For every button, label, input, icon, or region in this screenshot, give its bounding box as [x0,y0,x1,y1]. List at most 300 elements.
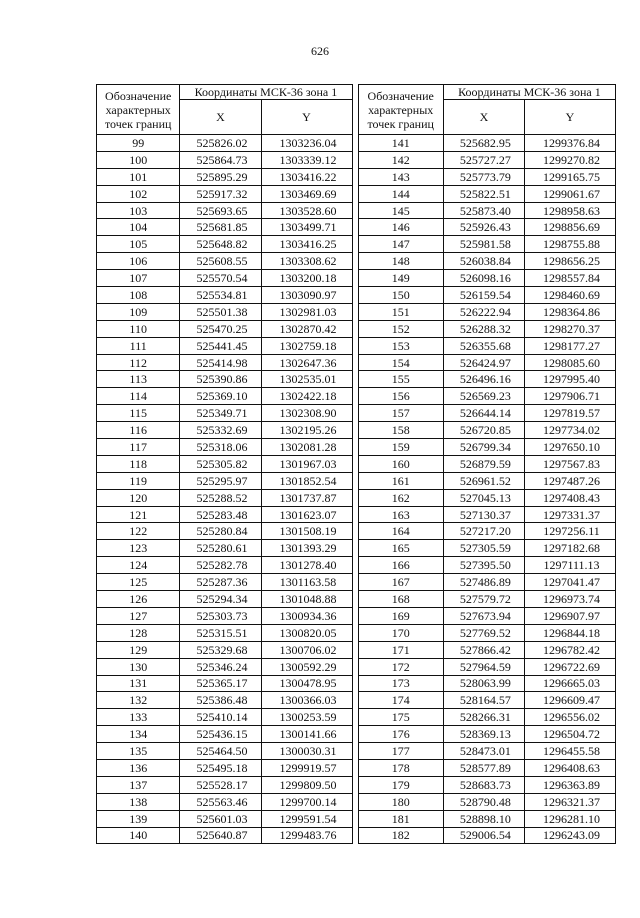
x-cell: 525981.58 [443,236,524,253]
table-row [97,658,353,675]
point-id-cell: 119 [97,472,180,489]
point-id-cell: 165 [358,540,443,557]
table-row [358,709,615,726]
y-cell: 1296243.09 [524,827,615,844]
table-row [97,557,353,574]
y-cell: 1297331.37 [524,506,615,523]
x-cell: 527866.42 [443,641,524,658]
x-cell: 525826.02 [180,135,261,152]
point-id-cell: 114 [97,388,180,405]
table-body-left [97,135,353,844]
table-row [358,135,615,152]
point-id-cell: 140 [97,827,180,844]
point-id-cell: 111 [97,337,180,354]
x-cell: 525682.95 [443,135,524,152]
table-row [97,185,353,202]
x-cell: 525287.36 [180,574,261,591]
table-row [358,591,615,608]
point-id-cell: 162 [358,489,443,506]
table-row [358,506,615,523]
x-cell: 525282.78 [180,557,261,574]
table-row [358,658,615,675]
point-id-cell: 134 [97,726,180,743]
x-cell: 529006.54 [443,827,524,844]
point-id-cell: 128 [97,624,180,641]
x-cell: 528898.10 [443,810,524,827]
table-row [358,641,615,658]
table-row [358,354,615,371]
x-cell: 525601.03 [180,810,261,827]
y-cell: 1299591.54 [261,810,352,827]
table-row [97,709,353,726]
x-cell: 525495.18 [180,759,261,776]
y-cell: 1301508.19 [261,523,352,540]
table-row [97,405,353,422]
point-id-cell: 171 [358,641,443,658]
y-cell: 1301737.87 [261,489,352,506]
y-cell: 1302422.18 [261,388,352,405]
x-cell: 525563.46 [180,793,261,810]
y-cell: 1299165.75 [524,168,615,185]
table-row [358,168,615,185]
x-cell: 525873.40 [443,202,524,219]
point-id-cell: 105 [97,236,180,253]
table-row [97,422,353,439]
y-cell: 1303308.62 [261,253,352,270]
x-cell: 526496.16 [443,371,524,388]
y-cell: 1299061.67 [524,185,615,202]
x-cell: 525436.15 [180,726,261,743]
y-cell: 1301163.58 [261,574,352,591]
y-cell: 1303469.69 [261,185,352,202]
point-id-cell: 181 [358,810,443,827]
x-cell: 525365.17 [180,675,261,692]
x-cell: 525470.25 [180,320,261,337]
x-cell: 525410.14 [180,709,261,726]
table-row [97,624,353,641]
x-cell: 527964.59 [443,658,524,675]
y-cell: 1298270.37 [524,320,615,337]
table-row [97,726,353,743]
y-cell: 1298958.63 [524,202,615,219]
x-cell: 525773.79 [443,168,524,185]
y-cell: 1300934.36 [261,607,352,624]
point-id-cell: 175 [358,709,443,726]
x-cell: 525681.85 [180,219,261,236]
x-cell: 525441.45 [180,337,261,354]
x-header: X [443,100,524,135]
point-id-cell: 101 [97,168,180,185]
x-cell: 528790.48 [443,793,524,810]
table-row [97,287,353,304]
x-cell: 525414.98 [180,354,261,371]
x-cell: 525295.97 [180,472,261,489]
y-cell: 1303416.22 [261,168,352,185]
table-row [358,287,615,304]
x-cell: 525608.55 [180,253,261,270]
point-id-cell: 108 [97,287,180,304]
x-cell: 525280.61 [180,540,261,557]
x-cell: 528369.13 [443,726,524,743]
point-id-cell: 177 [358,743,443,760]
x-cell: 527045.13 [443,489,524,506]
table-row [97,455,353,472]
point-id-cell: 178 [358,759,443,776]
table-row [97,793,353,810]
point-id-cell: 135 [97,743,180,760]
table-row [358,810,615,827]
y-cell: 1296665.03 [524,675,615,692]
y-cell: 1302870.42 [261,320,352,337]
point-id-cell: 157 [358,405,443,422]
y-cell: 1296455.58 [524,743,615,760]
point-id-cell: 110 [97,320,180,337]
table-row [97,253,353,270]
x-cell: 525926.43 [443,219,524,236]
point-id-cell: 169 [358,607,443,624]
table-row [358,523,615,540]
table-row [97,810,353,827]
x-cell: 526098.16 [443,270,524,287]
point-id-cell: 170 [358,624,443,641]
x-cell: 525332.69 [180,422,261,439]
x-cell: 525528.17 [180,776,261,793]
table-row [358,607,615,624]
y-cell: 1298364.86 [524,303,615,320]
table-row [97,371,353,388]
point-id-cell: 118 [97,455,180,472]
table-row [358,219,615,236]
y-cell: 1303528.60 [261,202,352,219]
y-cell: 1296782.42 [524,641,615,658]
point-id-cell: 136 [97,759,180,776]
point-id-cell: 173 [358,675,443,692]
x-cell: 527579.72 [443,591,524,608]
y-cell: 1300706.02 [261,641,352,658]
point-id-cell: 130 [97,658,180,675]
y-cell: 1298856.69 [524,219,615,236]
y-cell: 1297111.13 [524,557,615,574]
table-row [358,236,615,253]
y-cell: 1300030.31 [261,743,352,760]
y-cell: 1297182.68 [524,540,615,557]
point-id-cell: 138 [97,793,180,810]
coords-header: Координаты МСК-36 зона 1 [180,85,352,100]
y-cell: 1302308.90 [261,405,352,422]
x-cell: 526222.94 [443,303,524,320]
point-id-cell: 109 [97,303,180,320]
table-row [358,489,615,506]
table-row [97,202,353,219]
y-cell: 1296363.89 [524,776,615,793]
point-id-cell: 151 [358,303,443,320]
x-cell: 528164.57 [443,692,524,709]
x-cell: 525917.32 [180,185,261,202]
point-id-cell: 148 [358,253,443,270]
point-id-cell: 125 [97,574,180,591]
y-cell: 1303236.04 [261,135,352,152]
y-cell: 1300592.29 [261,658,352,675]
x-cell: 525864.73 [180,151,261,168]
table-row [97,540,353,557]
table-row [97,320,353,337]
y-cell: 1300141.66 [261,726,352,743]
y-cell: 1301048.88 [261,591,352,608]
table-row [97,607,353,624]
x-cell: 526288.32 [443,320,524,337]
y-cell: 1298177.27 [524,337,615,354]
y-cell: 1302535.01 [261,371,352,388]
x-cell: 525369.10 [180,388,261,405]
point-id-cell: 115 [97,405,180,422]
x-cell: 525390.86 [180,371,261,388]
x-cell: 526355.68 [443,337,524,354]
y-cell: 1299700.14 [261,793,352,810]
table-row [97,776,353,793]
y-cell: 1302081.28 [261,439,352,456]
point-id-cell: 174 [358,692,443,709]
y-cell: 1300366.03 [261,692,352,709]
table-body-right [358,135,615,844]
table-row [97,743,353,760]
point-id-cell: 147 [358,236,443,253]
x-cell: 527217.20 [443,523,524,540]
table-row [358,455,615,472]
x-cell: 528266.31 [443,709,524,726]
x-cell: 528473.01 [443,743,524,760]
x-cell: 526720.85 [443,422,524,439]
table-row [358,253,615,270]
table-row [97,675,353,692]
y-cell: 1296973.74 [524,591,615,608]
point-id-cell: 103 [97,202,180,219]
y-cell: 1302981.03 [261,303,352,320]
y-cell: 1296844.18 [524,624,615,641]
y-cell: 1301393.29 [261,540,352,557]
x-cell: 525349.71 [180,405,261,422]
y-cell: 1298656.25 [524,253,615,270]
table-row [358,759,615,776]
table-row [358,439,615,456]
point-id-cell: 116 [97,422,180,439]
point-id-cell: 155 [358,371,443,388]
x-cell: 525464.50 [180,743,261,760]
point-id-cell: 132 [97,692,180,709]
table-row [358,472,615,489]
table-row [97,506,353,523]
table-row [358,743,615,760]
table-row [97,574,353,591]
x-cell: 525895.29 [180,168,261,185]
point-id-cell: 124 [97,557,180,574]
y-cell: 1296321.37 [524,793,615,810]
point-id-cell: 102 [97,185,180,202]
table-row [97,303,353,320]
table-row [97,523,353,540]
x-cell: 525305.82 [180,455,261,472]
point-id-cell: 129 [97,641,180,658]
x-cell: 525318.06 [180,439,261,456]
y-cell: 1297906.71 [524,388,615,405]
coordinates-tables [96,84,616,844]
point-id-cell: 112 [97,354,180,371]
y-cell: 1303416.25 [261,236,352,253]
x-cell: 526038.84 [443,253,524,270]
table-row [358,202,615,219]
point-id-cell: 120 [97,489,180,506]
y-cell: 1298460.69 [524,287,615,304]
table-row [97,591,353,608]
x-cell: 527769.52 [443,624,524,641]
x-cell: 525534.81 [180,287,261,304]
x-cell: 525283.48 [180,506,261,523]
table-row [358,692,615,709]
y-cell: 1297819.57 [524,405,615,422]
point-id-cell: 154 [358,354,443,371]
x-cell: 525822.51 [443,185,524,202]
y-cell: 1302195.26 [261,422,352,439]
table-row [97,135,353,152]
point-id-cell: 117 [97,439,180,456]
point-id-cell: 106 [97,253,180,270]
y-cell: 1297567.83 [524,455,615,472]
y-cell: 1303499.71 [261,219,352,236]
x-cell: 527305.59 [443,540,524,557]
coordinates-table-left [96,84,353,844]
y-cell: 1297256.11 [524,523,615,540]
table-row [358,151,615,168]
table-row [358,827,615,844]
y-cell: 1299809.50 [261,776,352,793]
table-row [97,219,353,236]
point-id-cell: 182 [358,827,443,844]
x-cell: 525648.82 [180,236,261,253]
point-id-cell: 161 [358,472,443,489]
point-id-cell: 141 [358,135,443,152]
point-id-cell: 176 [358,726,443,743]
y-cell: 1301623.07 [261,506,352,523]
point-id-cell: 152 [358,320,443,337]
x-cell: 525294.34 [180,591,261,608]
table-row [358,540,615,557]
coords-header: Координаты МСК-36 зона 1 [443,85,615,100]
y-cell: 1299376.84 [524,135,615,152]
x-cell: 525280.84 [180,523,261,540]
table-row [97,151,353,168]
y-cell: 1301967.03 [261,455,352,472]
table-row [97,472,353,489]
y-cell: 1297487.26 [524,472,615,489]
table-row [97,759,353,776]
table-row [97,388,353,405]
y-header: Y [261,100,352,135]
x-cell: 527395.50 [443,557,524,574]
y-cell: 1302759.18 [261,337,352,354]
table-row [358,388,615,405]
x-cell: 525386.48 [180,692,261,709]
table-row [97,827,353,844]
x-cell: 526569.23 [443,388,524,405]
table-row [358,675,615,692]
table-row [358,793,615,810]
x-cell: 525570.54 [180,270,261,287]
table-row [97,168,353,185]
table-row [97,236,353,253]
x-cell: 527673.94 [443,607,524,624]
x-cell: 528577.89 [443,759,524,776]
y-cell: 1297408.43 [524,489,615,506]
x-cell: 526879.59 [443,455,524,472]
y-cell: 1297650.10 [524,439,615,456]
y-cell: 1296907.97 [524,607,615,624]
point-id-cell: 156 [358,388,443,405]
table-row [97,337,353,354]
table-row [358,422,615,439]
y-cell: 1296556.02 [524,709,615,726]
point-id-cell: 142 [358,151,443,168]
table-row [358,405,615,422]
point-id-cell: 139 [97,810,180,827]
point-id-cell: 127 [97,607,180,624]
y-header: Y [524,100,615,135]
point-id-cell: 168 [358,591,443,608]
y-cell: 1299919.57 [261,759,352,776]
x-cell: 526159.54 [443,287,524,304]
table-row [358,320,615,337]
point-id-cell: 113 [97,371,180,388]
x-cell: 525303.73 [180,607,261,624]
y-cell: 1296408.63 [524,759,615,776]
point-id-cell: 122 [97,523,180,540]
table-row [97,354,353,371]
table-row [358,303,615,320]
table-row [97,692,353,709]
x-cell: 525693.65 [180,202,261,219]
y-cell: 1296504.72 [524,726,615,743]
x-cell: 527130.37 [443,506,524,523]
y-cell: 1298755.88 [524,236,615,253]
x-cell: 528683.73 [443,776,524,793]
y-cell: 1301852.54 [261,472,352,489]
x-cell: 526799.34 [443,439,524,456]
x-cell: 526961.52 [443,472,524,489]
x-cell: 525288.52 [180,489,261,506]
table-row [358,776,615,793]
point-label-header: Обозначение характерных точек границ [358,85,443,135]
point-id-cell: 123 [97,540,180,557]
x-cell: 525329.68 [180,641,261,658]
y-cell: 1300820.05 [261,624,352,641]
point-id-cell: 104 [97,219,180,236]
table-row [97,641,353,658]
table-row [97,439,353,456]
x-cell: 525315.51 [180,624,261,641]
table-row [358,557,615,574]
y-cell: 1301278.40 [261,557,352,574]
point-id-cell: 107 [97,270,180,287]
table-row [358,574,615,591]
table-row [358,371,615,388]
table-row [97,270,353,287]
table-row [358,624,615,641]
point-id-cell: 164 [358,523,443,540]
point-id-cell: 137 [97,776,180,793]
point-id-cell: 167 [358,574,443,591]
point-label-header: Обозначение характерных точек границ [97,85,180,135]
x-cell: 527486.89 [443,574,524,591]
point-id-cell: 133 [97,709,180,726]
point-id-cell: 159 [358,439,443,456]
